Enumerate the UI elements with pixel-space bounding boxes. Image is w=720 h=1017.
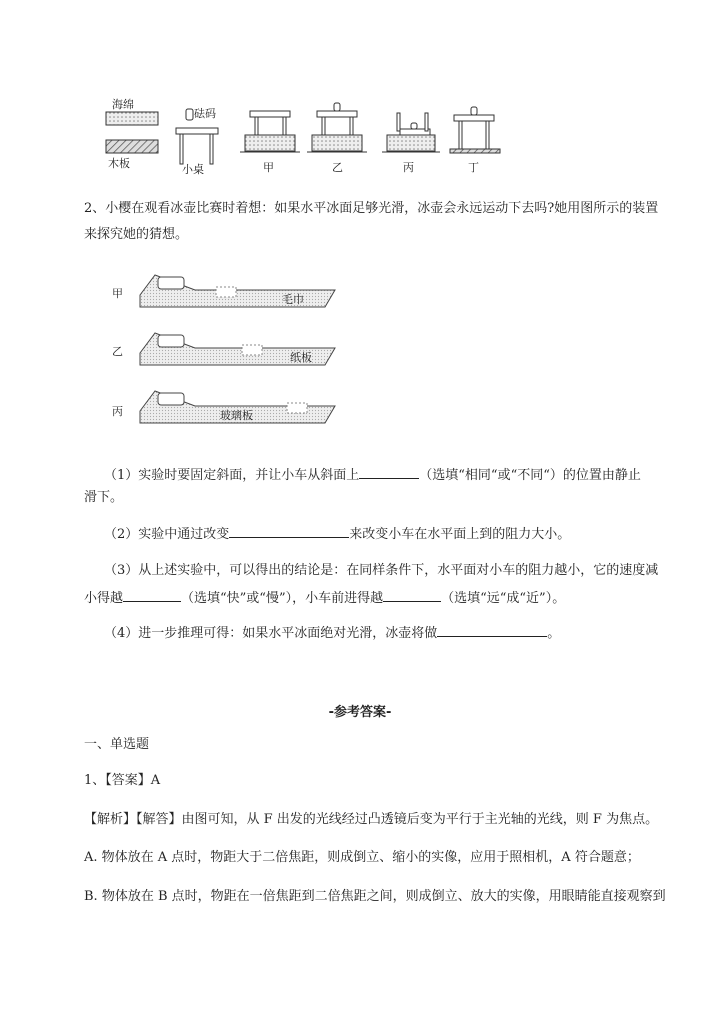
- answer-blank-4[interactable]: [383, 589, 441, 602]
- svg-text:纸板: 纸板: [290, 351, 312, 364]
- sub-question-3-cont: 小得越 （选填“快”或“慢”），小车前进得越 （选填“远“成“近”）。: [84, 591, 566, 606]
- svg-text:毛巾: 毛巾: [282, 293, 304, 306]
- sub-question-1: （1）实验时要固定斜面，并让小车从斜面上 （选填“相同“或“不同“）的位置由静止: [104, 468, 641, 483]
- label-sponge: 海绵: [112, 98, 134, 111]
- case-ding: [450, 107, 500, 174]
- sub-question-1-cont: 滑下。: [84, 490, 124, 505]
- question-2-text-line1: 2、小樱在观看冰壶比赛时着想：如果水平冰面足够光滑，冰壶会永远运动下去吗?她用图所示的装置: [84, 201, 659, 216]
- svg-text:丙: 丙: [112, 405, 123, 418]
- ramp-row-jia: [112, 275, 335, 307]
- svg-text:丁: 丁: [468, 161, 479, 174]
- case-jia: [240, 111, 300, 174]
- ramp-row-bing: [112, 391, 335, 423]
- analysis-q1: 【解析】【解答】由图可知，从 F 出发的光线经过凸透镜后变为平行于主光轴的光线，则 F 为焦点。: [84, 812, 659, 827]
- sub-question-2: （2）实验中通过改变 来改变小车在水平面上到的阻力大小。: [104, 527, 571, 542]
- label-weight: 砝码: [194, 107, 216, 120]
- svg-text:乙: 乙: [332, 161, 343, 174]
- sub-question-4: （4）进一步推理可得：如果水平冰面绝对光滑，冰壶将做 。: [104, 626, 561, 641]
- answers-title: -参考答案-: [328, 705, 392, 720]
- friction-experiment-figure: [110, 265, 340, 435]
- answer-q1: 1、【答案】A: [84, 773, 161, 788]
- answer-blank-3[interactable]: [123, 589, 181, 602]
- label-board: 木板: [108, 157, 130, 170]
- question-2-text-line2: 来探究她的猜想。: [84, 227, 189, 242]
- section-heading: 一、单选题: [84, 737, 150, 752]
- sub-question-3: （3）从上述实验中，可以得出的结论是：在同样条件下，水平面对小车的阻力越小，它的速度减: [104, 563, 659, 578]
- svg-text:甲: 甲: [263, 161, 274, 174]
- svg-text:甲: 甲: [112, 287, 123, 300]
- answer-blank-5[interactable]: [437, 624, 547, 637]
- option-a-explanation: A. 物体放在 A 点时，物距大于二倍焦距，则成倒立、缩小的实像，应用于照相机，A 符合题意；: [84, 850, 640, 865]
- ramp-row-yi: [112, 333, 335, 365]
- answer-blank-2[interactable]: [229, 525, 349, 538]
- case-yi: [307, 103, 367, 174]
- label-table: 小桌: [182, 163, 204, 175]
- svg-text:乙: 乙: [112, 345, 123, 358]
- svg-text:丙: 丙: [403, 161, 414, 174]
- option-b-explanation: B. 物体放在 B 点时，物距在一倍焦距到二倍焦距之间，则成倒立、放大的实像，用眼睛能直接观察到: [84, 889, 666, 904]
- svg-text:玻璃板: 玻璃板: [220, 409, 253, 422]
- pressure-experiment-figure: [100, 95, 510, 175]
- answer-blank-1[interactable]: [359, 466, 419, 479]
- case-bing: [382, 113, 440, 174]
